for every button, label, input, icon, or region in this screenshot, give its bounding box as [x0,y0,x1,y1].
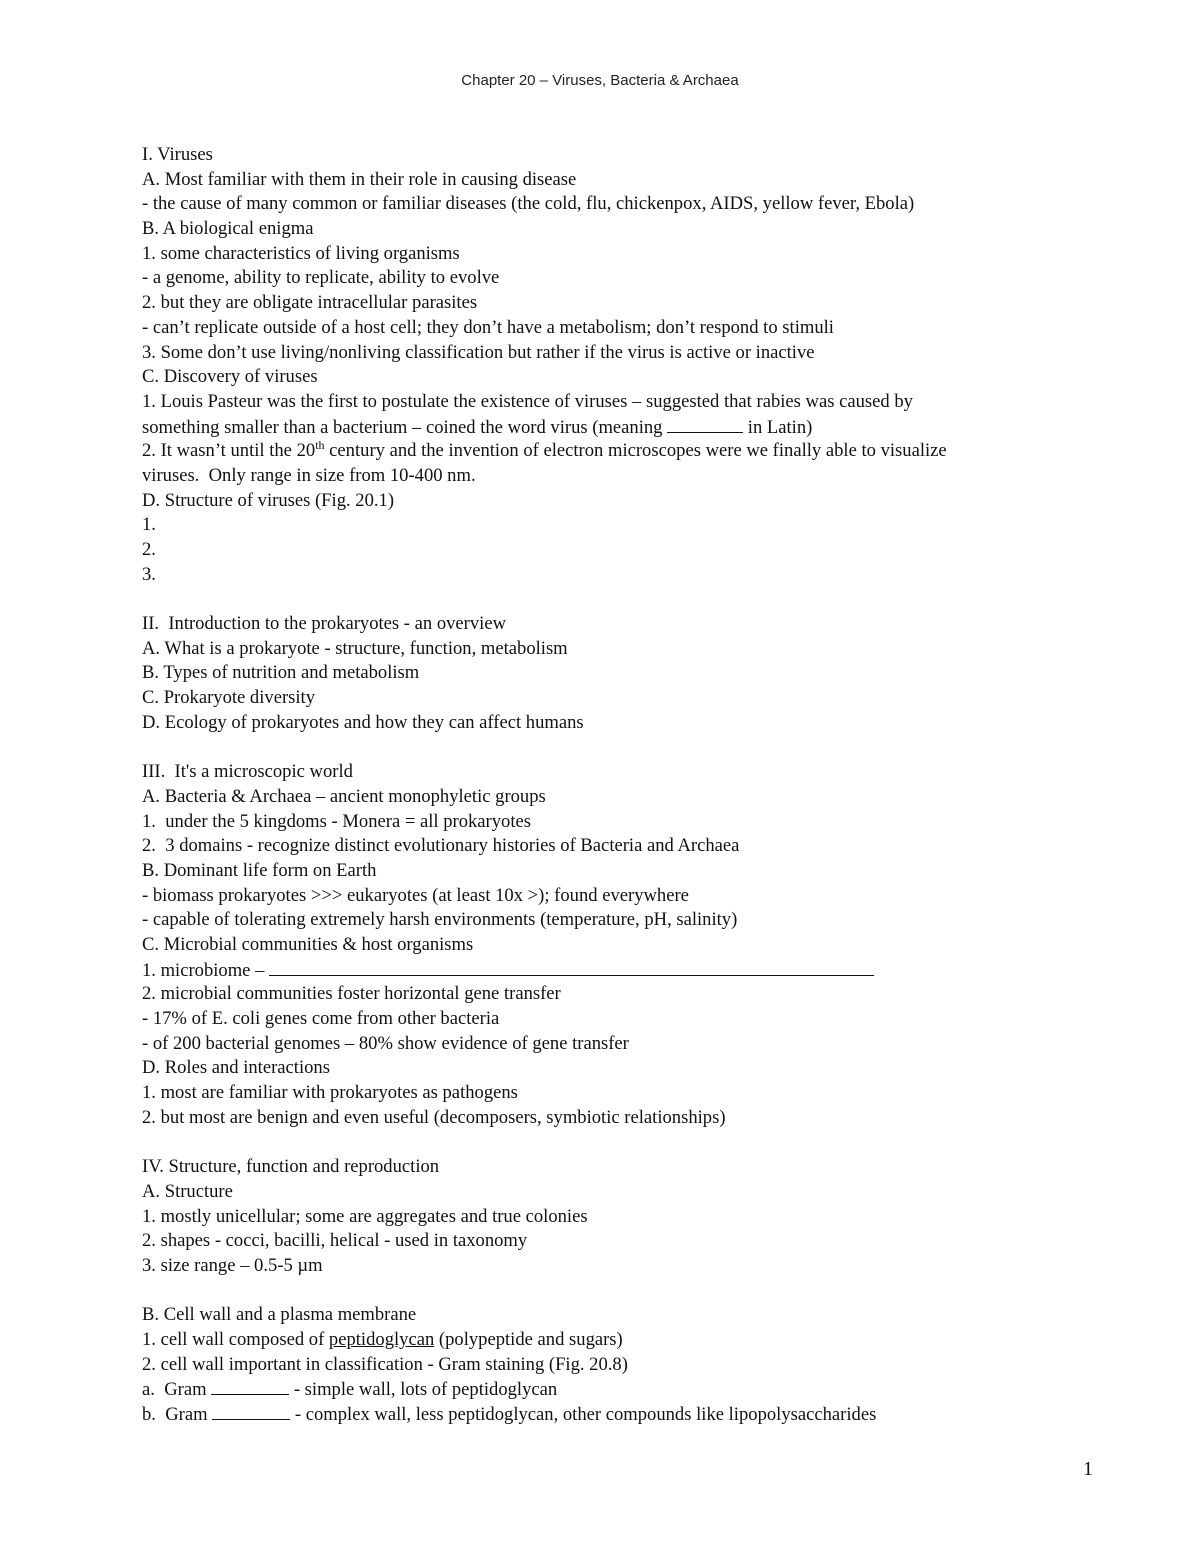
outline-item: 2. cell wall important in classification - Gram staining (Fig. 20.8) [142,1353,628,1375]
page-number: 1 [1083,1458,1093,1480]
outline-item: A. Most familiar with them in their role in causing disease [142,168,577,190]
outline-item: A. Bacteria & Archaea – ancient monophyletic groups [142,785,546,807]
spacer [142,587,1082,612]
outline-item: - 17% of E. coli genes come from other bacteria [142,1008,500,1030]
page-header: Chapter 20 – Viruses, Bacteria & Archaea [461,72,739,89]
outline-item: B. Types of nutrition and metabolism [142,662,420,684]
outline-item: D. Structure of viruses (Fig. 20.1) [142,489,395,511]
line-text: century and the invention of electron microscopes were we finally able to visualize [324,440,947,462]
outline-item: 2. microbial communities foster horizontal gene transfer [142,983,561,1005]
outline-item: 2. shapes - cocci, bacilli, helical - used in taxonomy [142,1230,528,1252]
line-text: b. Gram [142,1404,213,1426]
spacer [142,1131,1082,1156]
outline-item: 3. Some don’t use living/nonliving classification but rather if the virus is active or inactive [142,341,815,363]
answer-blank[interactable] [269,958,874,976]
answer-blank[interactable] [212,1402,290,1420]
line-text: 2. It wasn’t until the 20 [142,440,316,462]
outline-item: - can’t replicate outside of a host cell; they don’t have a metabolism; don’t respond to stimuli [142,316,834,338]
outline-item: 2. but they are obligate intracellular parasites [142,292,478,314]
outline-item: 1. most are familiar with prokaryotes as pathogens [142,1082,518,1104]
outline-item: 2. 3 domains - recognize distinct evolutionary histories of Bacteria and Archaea [142,835,740,857]
outline-item: - the cause of many common or familiar diseases (the cold, flu, chickenpox, AIDS, yellow fever, Ebola) [142,193,915,215]
outline-item: B. A biological enigma [142,218,314,240]
outline-item [142,439,1082,464]
outline-item: C. Prokaryote diversity [142,687,315,709]
outline-item-fill-blank [142,415,1082,440]
spacer [142,1279,1082,1304]
section-heading: IV. Structure, function and reproduction [142,1156,440,1178]
outline-item: 3. size range – 0.5-5 µm [142,1254,323,1276]
outline-item: 3. [142,563,156,585]
underlined-term: peptidoglycan [328,1329,435,1350]
outline-item: - capable of tolerating extremely harsh environments (temperature, pH, salinity) [142,909,738,931]
outline-body [142,143,1082,1427]
answer-blank[interactable] [667,415,743,433]
outline-item: - a genome, ability to replicate, ability to evolve [142,267,500,289]
outline-item: B. Cell wall and a plasma membrane [142,1304,417,1326]
outline-item: D. Ecology of prokaryotes and how they can affect humans [142,711,584,733]
line-text: 1. cell wall composed of [142,1329,329,1350]
section-heading: I. Viruses [142,144,213,165]
outline-item: 2. [142,539,156,560]
outline-item: 1. under the 5 kingdoms - Monera = all prokaryotes [142,810,531,832]
outline-item: B. Dominant life form on Earth [142,859,377,881]
outline-item: C. Microbial communities & host organisms [142,934,474,955]
outline-item: D. Roles and interactions [142,1057,330,1079]
outline-item: 1. some characteristics of living organisms [142,242,460,264]
spacer [142,736,1082,761]
outline-item: viruses. Only range in size from 10-400 nm. [142,464,476,486]
section-heading: III. It's a microscopic world [142,761,353,783]
answer-blank[interactable] [211,1377,289,1395]
line-text: (polypeptide and sugars) [434,1329,623,1350]
outline-item: 2. but most are benign and even useful (decomposers, symbiotic relationships) [142,1106,726,1128]
outline-item: 1. Louis Pasteur was the first to postulate the existence of viruses – suggested that rabies was caused by [142,390,913,412]
outline-item: 1. [142,514,156,536]
outline-item-fill-blank [142,1377,1082,1402]
section-heading: II. Introduction to the prokaryotes - an overview [142,613,507,635]
outline-item: C. Discovery of viruses [142,366,318,388]
outline-item: A. What is a prokaryote - structure, function, metabolism [142,637,568,659]
superscript: th [315,438,325,453]
line-text: - simple wall, lots of peptidoglycan [289,1379,558,1401]
outline-item: - biomass prokaryotes >>> eukaryotes (at least 10x >); found everywhere [142,884,689,906]
outline-item: 1. mostly unicellular; some are aggregates and true colonies [142,1205,588,1227]
line-text: - complex wall, less peptidoglycan, other compounds like lipopolysaccharides [290,1404,877,1426]
outline-item-fill-blank [142,1402,1082,1427]
outline-item: - of 200 bacterial genomes – 80% show evidence of gene transfer [142,1032,629,1054]
outline-item-fill-blank [142,958,1082,983]
outline-item [142,1328,1082,1353]
line-text: 1. microbiome – [142,959,270,981]
line-text: a. Gram [142,1379,212,1401]
line-text: in Latin) [743,416,813,438]
outline-item: A. Structure [142,1180,233,1202]
line-text: something smaller than a bacterium – coined the word virus (meaning [142,416,668,438]
